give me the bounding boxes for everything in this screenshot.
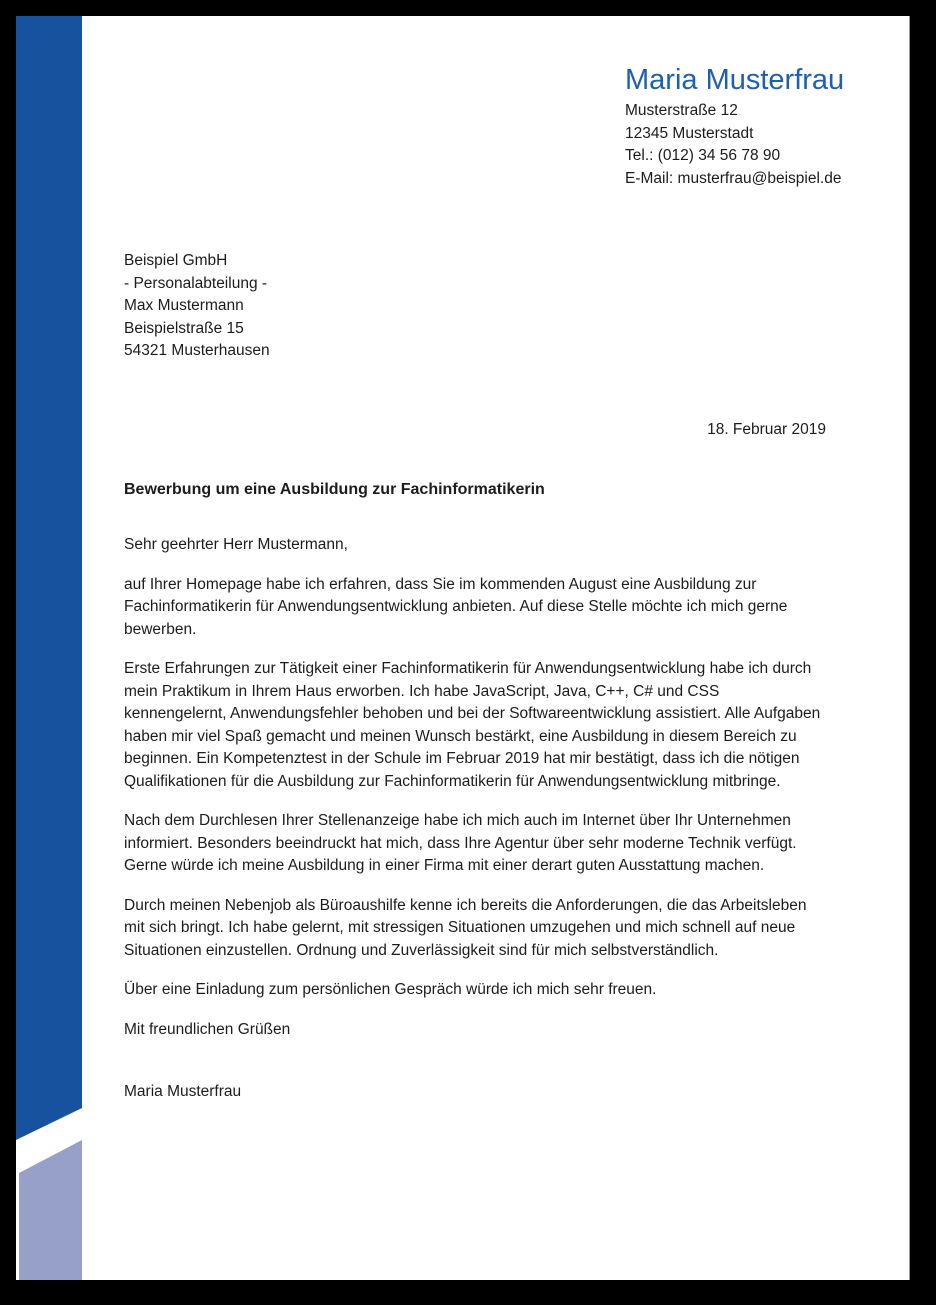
sender-name: Maria Musterfrau: [625, 64, 845, 96]
subject-line: Bewerbung um eine Ausbildung zur Fachinformatikerin: [124, 481, 545, 498]
letter-date: 18. Februar 2019: [707, 421, 826, 438]
sender-email-line: E-Mail: musterfrau@beispiel.de: [625, 169, 842, 187]
letter-body: [124, 534, 826, 1121]
page: [16, 16, 910, 1280]
body-paragraph: auf Ihrer Homepage habe ich erfahren, dass Sie im kommenden August eine Ausbildung zur Fachinformatikerin für Anwendungsentwicklung anbieten. Auf diese Stelle möchte ich mich gerne bewerben.: [124, 575, 788, 638]
body-paragraph: Durch meinen Nebenjob als Büroaushilfe kenne ich bereits die Anforderungen, die das Arbeitsleben mit sich bringt. Ich habe gelernt, mit stressigen Situationen umzugehen und mich schnell auf neue Situationen einzustellen. Ordnung und Zuverlässigkeit sind für mich selbstverständlich.: [124, 896, 807, 959]
sender-phone-line: Tel.: (012) 34 56 78 90: [625, 147, 781, 164]
recipient-line: Beispiel GmbH: [124, 252, 228, 269]
sender-address-line: Musterstraße 12: [625, 102, 738, 119]
recipient-line: - Personalabteilung -: [124, 274, 268, 292]
recipient-block: [124, 250, 474, 363]
recipient-line: Beispielstraße 15: [124, 319, 244, 337]
left-accent-stripe-dark: [16, 16, 82, 1280]
body-paragraph: Über eine Einladung zum persönlichen Gespräch würde ich mich sehr freuen.: [124, 981, 657, 998]
body-paragraph: Nach dem Durchlesen Ihrer Stellenanzeige habe ich mich auch im Internet über Ihr Unternehmen informiert. Besonders beeindruckt hat mich, dass Ihre Agentur über sehr moderne Technik verfügt. Gerne würde ich meine Ausbildung in einer Firma mit einer derart guten Ausstattung machen.: [124, 812, 797, 874]
recipient-line: Max Mustermann: [124, 297, 244, 314]
body-paragraph: Erste Erfahrungen zur Tätigkeit einer Fachinformatikerin für Anwendungsentwicklung habe ich durch mein Praktikum in Ihrem Haus erworben. Ich habe JavaScript, Java, C++, C# und CSS kennengelernt, Anwendungsfehler behoben und bei der Softwareentwicklung assistiert. Alle Aufgaben haben mir viel Spaß gemacht und meinen Wunsch bestärkt, eine Ausbildung in diesem Bereich zu beginnen. Ein Kompetenztest in der Schule im Februar 2019 hat mir bestätigt, dass ich die nötigen Qualifikationen für die Ausbildung zur Fachinformatikerin für Anwendungsentwicklung mitbringe.: [124, 660, 821, 790]
recipient-line: 54321 Musterhausen: [124, 342, 270, 359]
closing: Mit freundlichen Grüßen: [124, 1020, 291, 1038]
signature-name: Maria Musterfrau: [124, 1083, 242, 1100]
salutation: Sehr geehrter Herr Mustermann,: [124, 536, 348, 553]
sender-block: [625, 63, 895, 190]
sender-address-line: 12345 Musterstadt: [625, 124, 754, 142]
